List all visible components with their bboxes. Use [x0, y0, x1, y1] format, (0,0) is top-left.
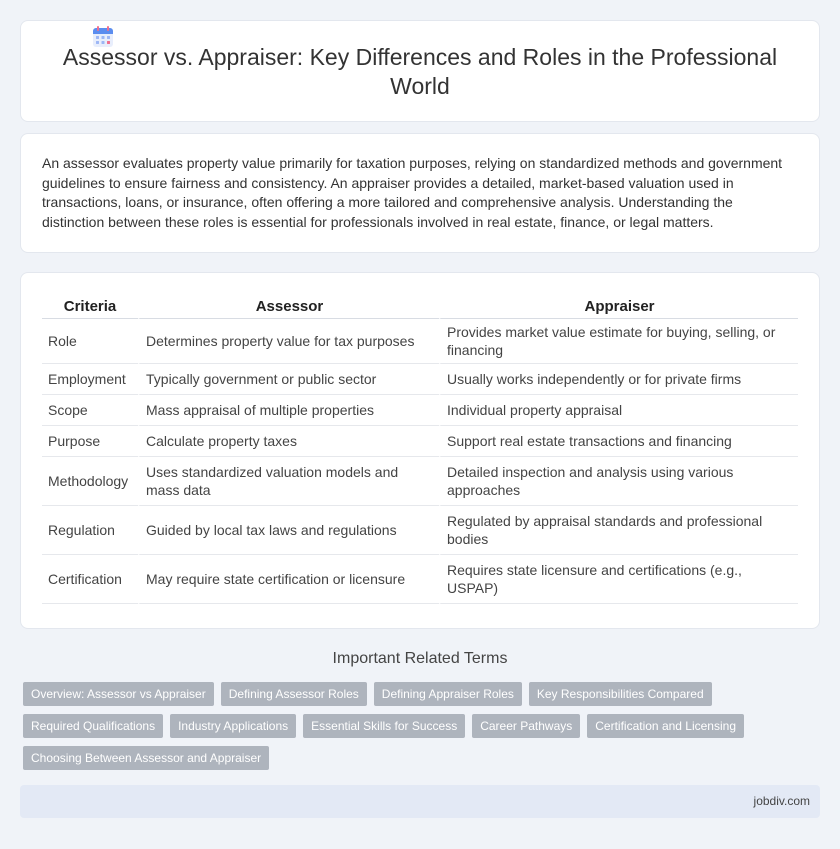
table-header-row — [42, 295, 798, 319]
tag-defining-appraiser-roles[interactable]: Defining Appraiser Roles — [374, 682, 522, 706]
related-terms-title: Important Related Terms — [332, 650, 508, 667]
header-criteria: Criteria — [42, 295, 138, 319]
tag-required-qualifications[interactable]: Required Qualifications — [23, 714, 163, 738]
cell-criteria: Certification — [42, 555, 138, 604]
footer-site-link[interactable]: jobdiv.com — [753, 794, 810, 808]
cell-assessor: Guided by local tax laws and regulations — [138, 506, 439, 555]
cell-appraiser: Regulated by appraisal standards and professional bodies — [439, 506, 798, 555]
cell-criteria: Regulation — [42, 506, 138, 555]
tag-industry-applications[interactable]: Industry Applications — [170, 714, 296, 738]
cell-appraiser: Support real estate transactions and financing — [439, 426, 798, 457]
tag-essential-skills[interactable]: Essential Skills for Success — [303, 714, 465, 738]
cell-appraiser: Requires state licensure and certifications (e.g., USPAP) — [439, 555, 798, 604]
tag-defining-assessor-roles[interactable]: Defining Assessor Roles — [221, 682, 367, 706]
cell-appraiser: Individual property appraisal — [439, 395, 798, 426]
table-row — [42, 364, 798, 395]
tag-certification-licensing[interactable]: Certification and Licensing — [587, 714, 744, 738]
cell-assessor: Determines property value for tax purposes — [138, 319, 439, 364]
tag-choosing-between[interactable]: Choosing Between Assessor and Appraiser — [23, 746, 269, 770]
intro-paragraph: An assessor evaluates property value primarily for taxation purposes, relying on standardized methods and government guidelines to ensure fairness and consistency. An appraiser provides a detailed, market-based valuation used in transactions, loans, or insurance, often offering a more tailored and comprehensive analysis. Understanding the distinction between these roles is essential for professionals involved in real estate, finance, or legal matters. — [42, 155, 783, 230]
cell-assessor: Mass appraisal of multiple properties — [138, 395, 439, 426]
cell-criteria: Methodology — [42, 457, 138, 506]
cell-appraiser: Usually works independently or for private firms — [439, 364, 798, 395]
tag-key-responsibilities[interactable]: Key Responsibilities Compared — [529, 682, 712, 706]
header-assessor: Assessor — [138, 295, 439, 319]
table-row — [42, 426, 798, 457]
table-row — [42, 457, 798, 506]
cell-assessor: Calculate property taxes — [138, 426, 439, 457]
header-appraiser: Appraiser — [439, 295, 798, 319]
table-row — [42, 506, 798, 555]
tag-overview[interactable]: Overview: Assessor vs Appraiser — [23, 682, 214, 706]
cell-assessor: Uses standardized valuation models and mass data — [138, 457, 439, 506]
footer — [20, 785, 820, 818]
cell-assessor: Typically government or public sector — [138, 364, 439, 395]
cell-criteria: Role — [42, 319, 138, 364]
cell-criteria: Purpose — [42, 426, 138, 457]
tag-career-pathways[interactable]: Career Pathways — [472, 714, 580, 738]
table-row — [42, 395, 798, 426]
table-row — [42, 555, 798, 604]
comparison-table — [42, 295, 798, 604]
table-row — [42, 319, 798, 364]
related-terms-tags — [23, 682, 783, 770]
page-title: Assessor vs. Appraiser: Key Differences and Roles in the Professional World — [62, 44, 778, 99]
cell-criteria: Scope — [42, 395, 138, 426]
intro-card — [20, 133, 820, 253]
cell-appraiser: Provides market value estimate for buying, selling, or financing — [439, 319, 798, 364]
cell-assessor: May require state certification or licensure — [138, 555, 439, 604]
cell-appraiser: Detailed inspection and analysis using various approaches — [439, 457, 798, 506]
comparison-card — [20, 272, 820, 629]
cell-criteria: Employment — [42, 364, 138, 395]
header-card — [20, 20, 820, 122]
